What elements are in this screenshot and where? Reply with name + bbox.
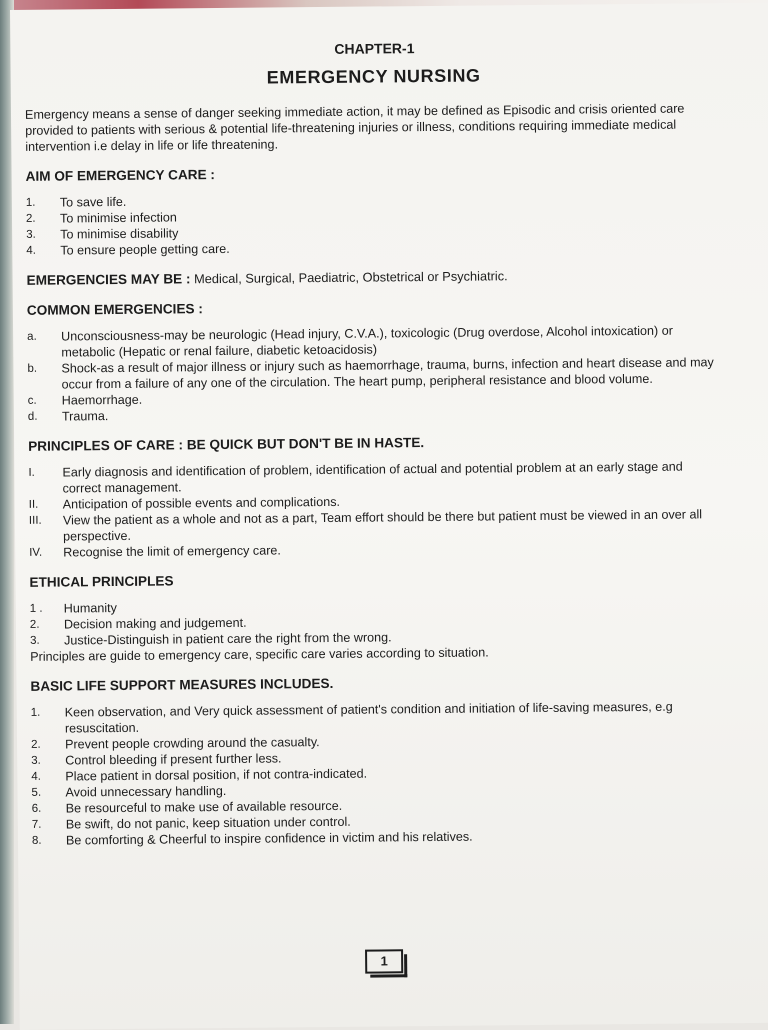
list-marker: 1 . bbox=[29, 602, 43, 615]
list-text: Justice-Distinguish in patient care the right from the wrong. bbox=[63, 630, 392, 648]
list-marker: 5. bbox=[31, 786, 42, 799]
list-item bbox=[29, 506, 719, 545]
list-marker: d. bbox=[27, 410, 38, 423]
common-emergencies-heading: COMMON EMERGENCIES : bbox=[26, 301, 203, 318]
list-text: Be comforting & Cheerful to inspire confidence in victim and his relatives. bbox=[65, 829, 473, 848]
page-number: 1 bbox=[365, 949, 403, 973]
list-text: Avoid unnecessary handling. bbox=[65, 783, 227, 800]
list-marker: c. bbox=[27, 394, 37, 407]
list-item bbox=[28, 458, 718, 497]
list-marker: b. bbox=[27, 362, 38, 375]
list-text: View the patient as a whole and not as a part, Team effort should be there but patient must be viewed in an over all perspective. bbox=[62, 507, 703, 544]
list-marker: 1. bbox=[30, 706, 41, 719]
intro-paragraph: Emergency means a sense of danger seeking immediate action, it may be defined as Episodic and crisis oriented care provided to patients with serious & potential life-threatening injuries or illness, conditions requiring immediate medical intervention i.e delay in life or life threatening. bbox=[24, 101, 685, 154]
list-marker: 3. bbox=[26, 228, 36, 241]
list-text: Be swift, do not panic, keep situation under control. bbox=[65, 814, 351, 832]
list-marker: 4. bbox=[31, 770, 42, 783]
basic-life-support-list bbox=[31, 698, 722, 849]
principles-heading: PRINCIPLES OF CARE : BE QUICK BUT DON'T BE IN HASTE. bbox=[28, 435, 425, 454]
book-page bbox=[10, 3, 768, 1030]
common-emergencies-list bbox=[27, 322, 718, 425]
basic-life-support-heading: BASIC LIFE SUPPORT MEASURES INCLUDES. bbox=[30, 675, 334, 694]
list-text: Haemorrhage. bbox=[61, 392, 143, 408]
list-text: Keen observation, and Very quick assessment of patient's condition and initiation of life-saving measures, e.g resuscitation. bbox=[64, 699, 673, 736]
list-marker: 3. bbox=[31, 754, 41, 767]
list-text: Place patient in dorsal position, if not contra-indicated. bbox=[65, 766, 368, 784]
emergencies-label: EMERGENCIES MAY BE : bbox=[26, 271, 191, 288]
list-text: Unconsciousness-may be neurologic (Head injury, C.V.A.), toxicologic (Drug overdose, Alcohol intoxication) or metabolic (Hepatic or renal failure, diabetic ketoacidosis) bbox=[61, 323, 673, 360]
emergencies-text: Medical, Surgical, Paediatric, Obstetrical or Psychiatric. bbox=[190, 268, 508, 287]
list-marker: a. bbox=[27, 330, 37, 343]
list-marker: 3. bbox=[29, 634, 40, 647]
aim-heading: AIM OF EMERGENCY CARE : bbox=[25, 167, 215, 184]
list-text: Control bleeding if present further less. bbox=[65, 751, 282, 768]
list-text: Shock-as a result of major illness or injury such as haemorrhage, trauma, burns, infection and heart disease and may occur from a failure of any one of the circulation. The heart pump, peripheral resistance and blood volume. bbox=[61, 355, 714, 392]
list-text: Early diagnosis and identification of problem, identification of actual and potential problem at an early stage and correct management. bbox=[62, 459, 683, 496]
list-marker: 2. bbox=[30, 738, 41, 751]
list-marker: IV. bbox=[29, 546, 43, 559]
ethical-principles-list bbox=[30, 594, 720, 649]
list-text: Be resourceful to make use of available resource. bbox=[65, 798, 343, 816]
list-marker: 7. bbox=[31, 818, 42, 831]
ethical-note: Principles are guide to emergency care, specific care varies according to situation. bbox=[30, 645, 489, 664]
chapter-title: EMERGENCY NURSING bbox=[266, 65, 481, 88]
list-text: Trauma. bbox=[61, 409, 109, 424]
list-text: To save life. bbox=[59, 194, 127, 210]
list-marker: 6. bbox=[31, 802, 42, 815]
page-content bbox=[24, 37, 722, 863]
list-marker: III. bbox=[28, 514, 42, 527]
aim-list bbox=[26, 188, 717, 259]
principles-list bbox=[28, 458, 719, 561]
list-text: Prevent people crowding around the casualty. bbox=[64, 735, 320, 752]
list-text: To minimise disability bbox=[60, 226, 179, 242]
list-item bbox=[31, 698, 721, 737]
list-text: Recognise the limit of emergency care. bbox=[63, 543, 281, 560]
list-text: Anticipation of possible events and complications. bbox=[62, 494, 341, 512]
ethical-principles-heading: ETHICAL PRINCIPLES bbox=[29, 573, 174, 590]
emergencies-line bbox=[27, 266, 717, 289]
list-marker: II. bbox=[28, 498, 39, 511]
list-marker: 2. bbox=[25, 212, 36, 225]
list-marker: I. bbox=[28, 466, 35, 479]
chapter-label: CHAPTER-1 bbox=[334, 40, 415, 57]
list-marker: 4. bbox=[26, 244, 36, 257]
list-item bbox=[27, 354, 717, 393]
list-text: Humanity bbox=[63, 601, 118, 616]
list-marker: 8. bbox=[31, 834, 42, 847]
list-text: To minimise infection bbox=[59, 210, 177, 226]
list-text: To ensure people getting care. bbox=[60, 241, 230, 258]
list-marker: 1. bbox=[25, 196, 36, 209]
list-marker: 2. bbox=[29, 618, 40, 631]
list-text: Decision making and judgement. bbox=[63, 615, 247, 632]
